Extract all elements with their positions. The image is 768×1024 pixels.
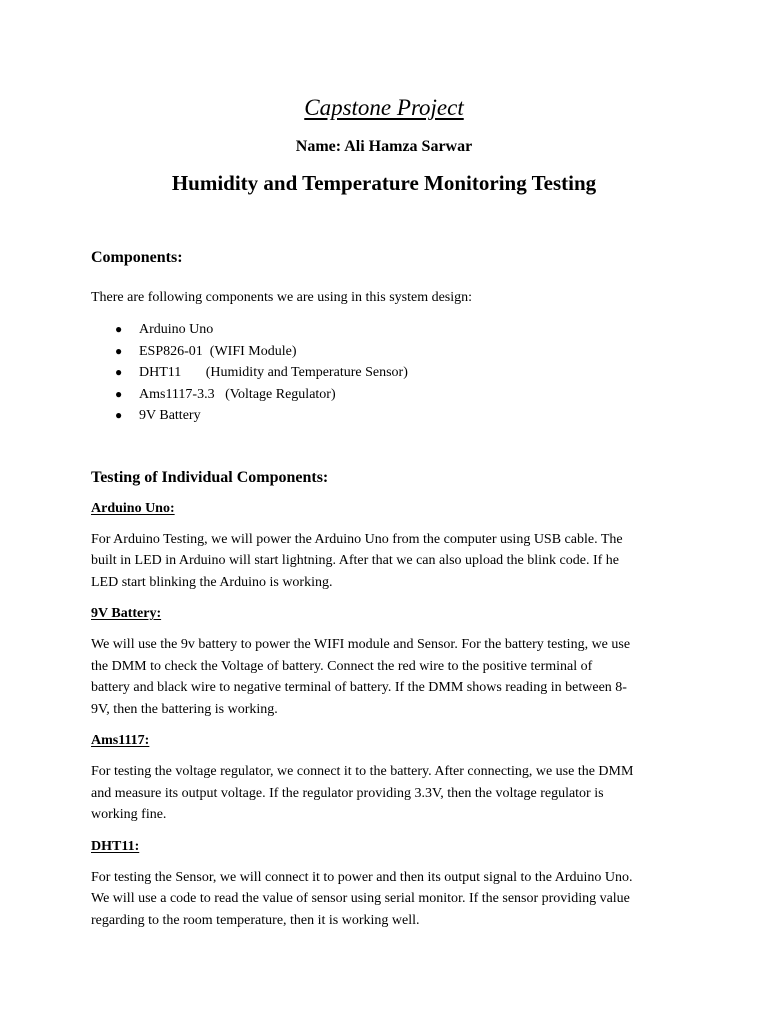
author-name: Name: Ali Hamza Sarwar <box>295 138 473 155</box>
text-line: For Arduino Testing, we will power the Arduino Uno from the computer using USB cable. The <box>91 531 623 547</box>
section-title-ams1117: Ams1117: <box>91 733 150 748</box>
text-line: For testing the voltage regulator, we connect it to the battery. After connecting, we use the DMM <box>91 764 634 779</box>
testing-heading: Testing of Individual Components: <box>91 468 329 486</box>
document-subtitle: Humidity and Temperature Monitoring Testing <box>171 171 597 195</box>
document-title: Capstone Project <box>304 95 464 120</box>
section-text-dht11 <box>91 867 681 932</box>
bullet-icon: ● <box>115 365 123 379</box>
section-title-9v-battery: 9V Battery: <box>91 606 162 621</box>
list-item <box>91 405 681 427</box>
list-item <box>91 384 681 406</box>
components-intro: There are following components we are using in this system design: <box>91 290 473 305</box>
list-item-text: DHT11 (Humidity and Temperature Sensor) <box>139 365 408 380</box>
section-title-arduino-uno: Arduino Uno: <box>91 500 175 516</box>
section-text-ams1117 <box>91 761 681 826</box>
text-line: and measure its output voltage. If the regulator providing 3.3V, then the voltage regulator is <box>91 785 604 801</box>
document-body <box>91 247 681 931</box>
section-title-dht11: DHT11: <box>91 838 140 854</box>
components-list <box>91 319 681 427</box>
list-item <box>91 362 681 384</box>
text-line: the DMM to check the Voltage of battery. Connect the red wire to the positive terminal of <box>91 658 593 674</box>
text-line: We will use a code to read the value of sensor using serial monitor. If the sensor providing value <box>91 891 630 906</box>
bullet-icon: ● <box>115 322 123 336</box>
list-item <box>91 319 681 341</box>
bullet-icon: ● <box>115 386 123 401</box>
text-line: For testing the Sensor, we will connect it to power and then its output signal to the Arduino Uno. <box>91 869 633 885</box>
text-line: We will use the 9v battery to power the WIFI module and Sensor. For the battery testing, we use <box>91 637 631 652</box>
list-item <box>91 341 681 363</box>
bullet-icon: ● <box>115 343 123 358</box>
list-item-text: Ams1117-3.3 (Voltage Regulator) <box>139 386 336 402</box>
text-line: regarding to the room temperature, then it is working well. <box>91 912 420 928</box>
text-line: battery and black wire to negative terminal of battery. If the DMM shows reading in between 8- <box>91 680 627 695</box>
section-text-arduino-uno <box>91 529 681 594</box>
section-text-9v-battery <box>91 634 681 720</box>
list-item-text: ESP826-01 (WIFI Module) <box>139 343 297 359</box>
text-line: 9V, then the battering is working. <box>91 701 278 717</box>
list-item-text: Arduino Uno <box>139 322 214 337</box>
list-item-text: 9V Battery <box>139 408 201 423</box>
text-line: working fine. <box>91 807 167 822</box>
text-line: LED start blinking the Arduino is working. <box>91 574 333 590</box>
components-heading: Components: <box>91 249 183 266</box>
bullet-icon: ● <box>115 408 123 422</box>
text-line: built in LED in Arduino will start lightning. After that we can also upload the blink code. If he <box>91 553 620 568</box>
